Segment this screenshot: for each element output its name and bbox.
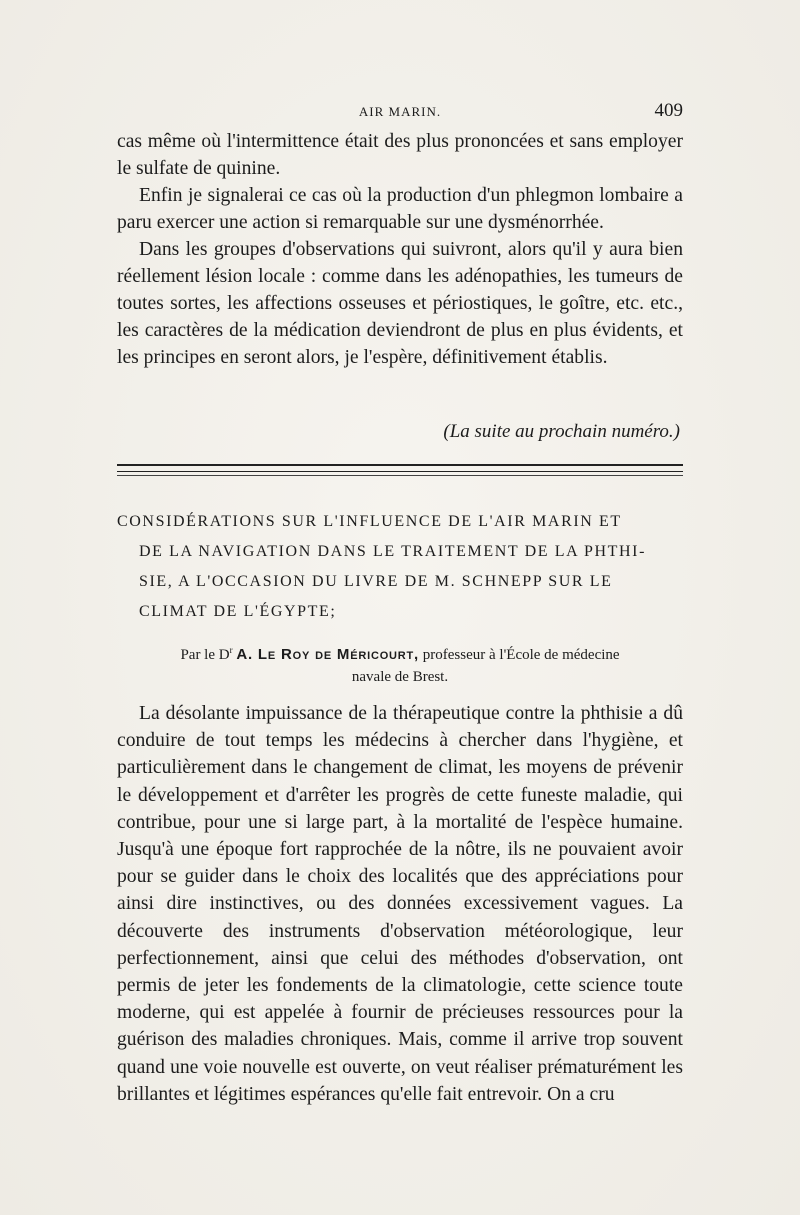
byline-prefix-sup: r — [229, 645, 233, 655]
title-line: CLIMAT DE L'ÉGYPTE; — [139, 603, 337, 620]
continuation-text — [117, 128, 683, 371]
paragraph: cas même où l'intermittence était des plus prononcées et sans employer le sulfate de quinine. — [117, 131, 683, 179]
title-line: SIE, A L'OCCASION DU LIVRE DE M. SCHNEPP SUR LE — [139, 573, 613, 590]
author-affiliation: professeur à l'École de médecine — [422, 647, 620, 663]
title-line: DE LA NAVIGATION DANS LE TRAITEMENT DE LA PHTHI- — [139, 543, 646, 560]
byline-prefix: Par le D — [180, 647, 230, 663]
paragraph: La désolante impuissance de la thérapeutique contre la phthisie a dû conduire de tout temps les médecins à chercher dans l'hygiène, et particulièrement dans le changement de climat, les moyens de prévenir le développement et d'arrêter les progrès de cette funeste maladie, qui contribue, pour une si large part, à la mortalité de l'espèce humaine. Jusqu'à une époque fort rapprochée de la nôtre, ils ne pouvaient avoir pour se guider dans le choix des localités que des appréciations pour ainsi dire instinctives, ou des données excessivement vagues. La découverte des instruments d'observation météorologique, leur perfectionnement, ainsi que celui des méthodes d'observation, ont permis de jeter les fondements de la climatologie, cette science toute moderne, qui est appelée à fournir de précieuses ressources pour la guérison des maladies chroniques. Mais, comme il arrive trop souvent quand une voie nouvelle est ouverte, on veut réaliser prématurément les brillantes et légitimes espérances qu'elle fait entrevoir. On a cru — [117, 703, 683, 1105]
author-name: A. Le Roy de Méricourt, — [236, 646, 420, 663]
to-be-continued-note: (La suite au prochain numéro.) — [443, 421, 680, 442]
paragraph: Enfin je signalerai ce cas où la production d'un phlegmon lombaire a paru exercer une action si remarquable sur une dysménorrhée. — [117, 185, 683, 233]
running-title: AIR MARIN. — [358, 104, 442, 119]
page-header — [117, 100, 683, 124]
section-divider — [117, 464, 683, 472]
author-affiliation-cont: navale de Brest. — [351, 669, 449, 685]
article-body — [117, 700, 683, 1108]
byline — [117, 639, 683, 688]
page-number: 409 — [654, 100, 683, 121]
section-divider-thin — [117, 475, 683, 476]
article-title — [117, 507, 683, 627]
paragraph: Dans les groupes d'observations qui suivront, alors qu'il y aura bien réellement lésion locale : comme dans les adénopathies, les tumeurs de toutes sortes, les affections osseuses et périostiques, le goître, etc. etc., les caractères de la médication deviendront de plus en plus évidents, et les principes en seront alors, je l'espère, définitivement établis. — [117, 239, 683, 368]
title-line: CONSIDÉRATIONS SUR L'INFLUENCE DE L'AIR MARIN ET — [117, 513, 622, 530]
